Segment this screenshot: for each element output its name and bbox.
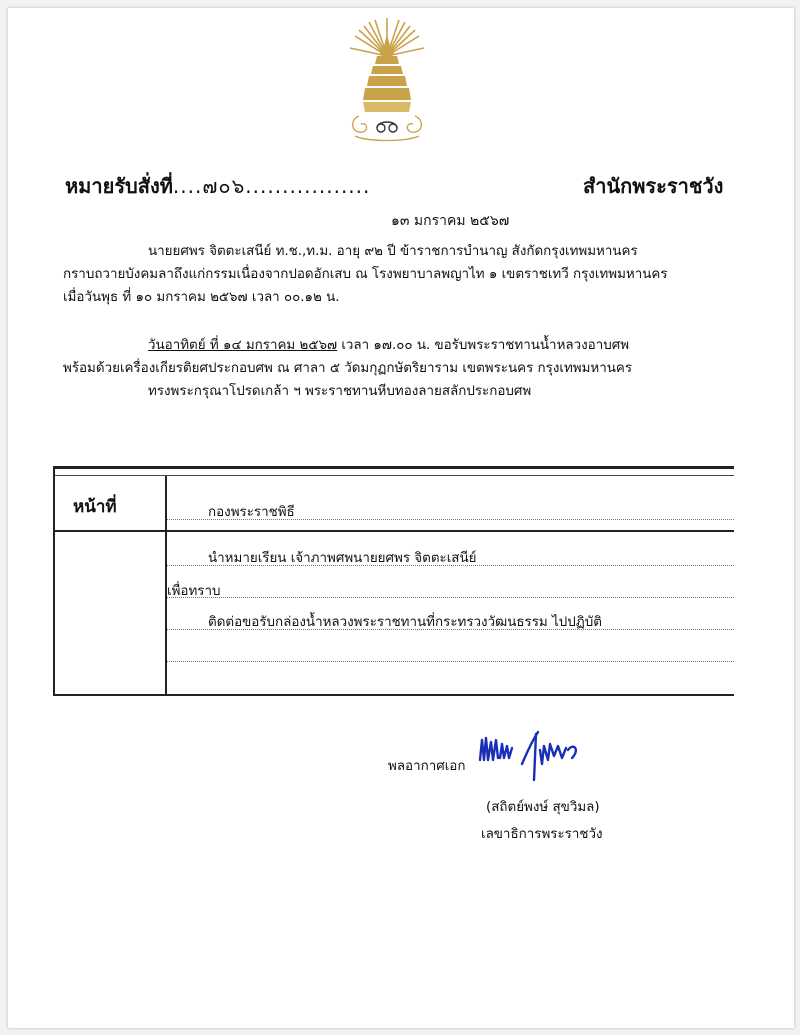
paragraph-ceremony [63,334,632,403]
paragraph2-line2: พร้อมด้วยเครื่องเกียรติยศประกอบศพ ณ ศาลา ๕ วัดมกุฏกษัตริยาราม เขตพระนคร กรุงเทพมหานคร [63,361,633,376]
paragraph1-line2: กราบถวายบังคมลาถึงแก่กรรมเนื่องจากปอดอักเสบ ณ โรงพยาบาลพญาไท ๑ เขตราชเทวี กรุงเทพมหานคร [63,267,668,282]
task-contact-ministry: ติดต่อขอรับกล่องน้ำหลวงพระราชทานที่กระทรวงวัฒนธรรม ไปปฏิบัติ [208,615,602,630]
royal-emblem-icon [347,16,427,148]
signer-position: เลขาธิการพระราชวัง [481,827,603,842]
dotted-line [167,661,734,662]
paragraph2-line3: ทรงพระกรุณาโปรดเกล้า ฯ พระราชทานหีบทองลายสลักประกอบศพ [148,384,532,399]
order-number: ....๗๐๖................. [172,174,371,198]
dotted-line [167,565,734,566]
ceremony-date: วันอาทิตย์ ที่ ๑๔ มกราคม ๒๕๖๗ [148,338,338,353]
paragraph2-line1 [63,334,632,357]
task-notify-host: นำหมายเรียน เจ้าภาพศพนายยศพร จิตตะเสนีย์ [208,551,477,566]
signer-name: (สถิตย์พงษ์ สุขวิมล) [486,800,600,815]
paragraph-announcement [63,240,668,309]
handwritten-signature-icon [476,720,596,790]
dotted-line [167,629,734,630]
box-row-divider [55,530,734,532]
paragraph1-line1: นายยศพร จิตตะเสนีย์ ท.ช.,ท.ม. อายุ ๙๒ ปี ข้าราชการบำนาญ สังกัดกรุงเทพมหานคร [148,244,638,259]
document-page [8,8,794,1028]
box-top-inner-line [55,475,734,476]
document-date: ๑๓ มกราคม ๒๕๖๗ [391,213,510,229]
office-title: สำนักพระราชวัง [583,174,724,198]
duty-label: หน้าที่ [73,497,117,517]
department-name: กองพระราชพิธี [208,505,295,520]
dotted-line [167,597,734,598]
dotted-line [167,519,734,520]
for-information: เพื่อทราบ [167,584,221,599]
paragraph1-line3: เมื่อวันพุธ ที่ ๑๐ มกราคม ๒๕๖๗ เวลา ๐๐.๑๒ น. [63,290,340,305]
order-number-line [65,170,370,202]
order-label: หมายรับสั่งที่ [65,174,173,198]
signer-rank: พลอากาศเอก [388,759,466,774]
duty-box [53,466,734,696]
ceremony-time: เวลา ๑๗.๐๐ น. ขอรับพระราชทานน้ำหลวงอาบศพ [337,338,630,353]
